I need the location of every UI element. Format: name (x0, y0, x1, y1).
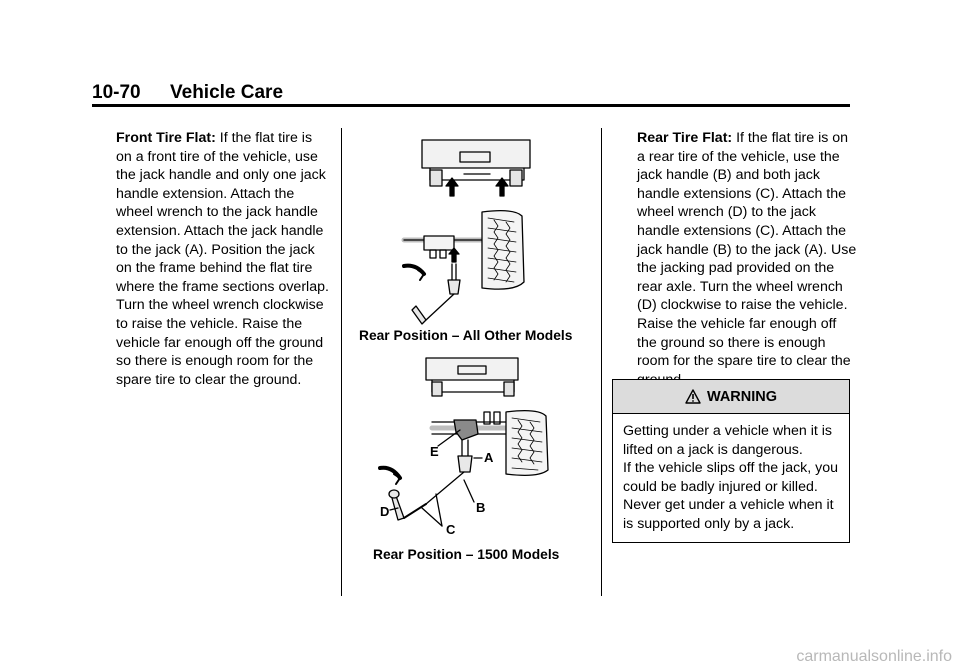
label-d: D (380, 504, 390, 519)
front-tire-flat-lead: Front Tire Flat: (116, 130, 216, 146)
page-header (92, 82, 852, 112)
rear-tire-flat-paragraph (637, 129, 859, 389)
front-tire-flat-paragraph (116, 129, 330, 389)
column-divider-right (601, 128, 602, 596)
warning-header (613, 380, 849, 414)
warning-box (612, 379, 850, 543)
front-tire-flat-body: If the flat tire is on a front tire of the vehicle, use the jack handle and only one jack handle extension. Attach the wheel wrench to the jack handle extension. Attach the jack handle to the jack (A). Position the jack on the frame behind the flat tire where the frame sections overlap. Turn the wheel wrench clockwise to raise the vehicle. Raise the vehicle far enough off the ground so there is enough room for the spare tire to clear the ground. (116, 130, 329, 388)
warning-title: WARNING (706, 388, 778, 405)
rear-position-other-models-illustration (364, 134, 574, 330)
warning-triangle-icon (685, 389, 701, 404)
warning-paragraph-2: If the vehicle slips off the jack, you could be badly injured or killed. Never get under a vehicle when it is supported only by a jack. (623, 460, 839, 532)
column-divider-left (341, 128, 342, 596)
rear-tire-flat-lead: Rear Tire Flat: (637, 130, 733, 146)
label-e: E (430, 444, 439, 459)
warning-body (613, 414, 849, 534)
figure-caption-1500-models: Rear Position – 1500 Models (373, 547, 560, 562)
rear-tire-flat-body: If the flat tire is on a rear tire of the vehicle, use the jack handle (B) and both jack handle extensions (C). Attach the wheel wrench (D) to the jack handle extensions (C). Attach the jack handle (B) to the jack (A). Use the jacking pad provided on the rear axle. Turn the wheel wrench (D) clockwise to raise the vehicle. Raise the vehicle far enough off the ground so there is enough room for the spare tire to clear the (637, 130, 857, 370)
header-rule (92, 104, 850, 107)
label-b: B (476, 500, 486, 515)
footer-watermark: carmanualsonline.info (796, 648, 952, 665)
page-number: 10-70 (92, 82, 141, 103)
rear-position-1500-models-illustration (378, 354, 552, 534)
label-c: C (446, 522, 456, 534)
warning-paragraph-1: Getting under a vehicle when it is lifted on a jack is dangerous. (623, 423, 832, 458)
section-title: Vehicle Care (170, 82, 284, 103)
label-a: A (484, 450, 494, 465)
figure-caption-other-models: Rear Position – All Other Models (359, 328, 573, 343)
